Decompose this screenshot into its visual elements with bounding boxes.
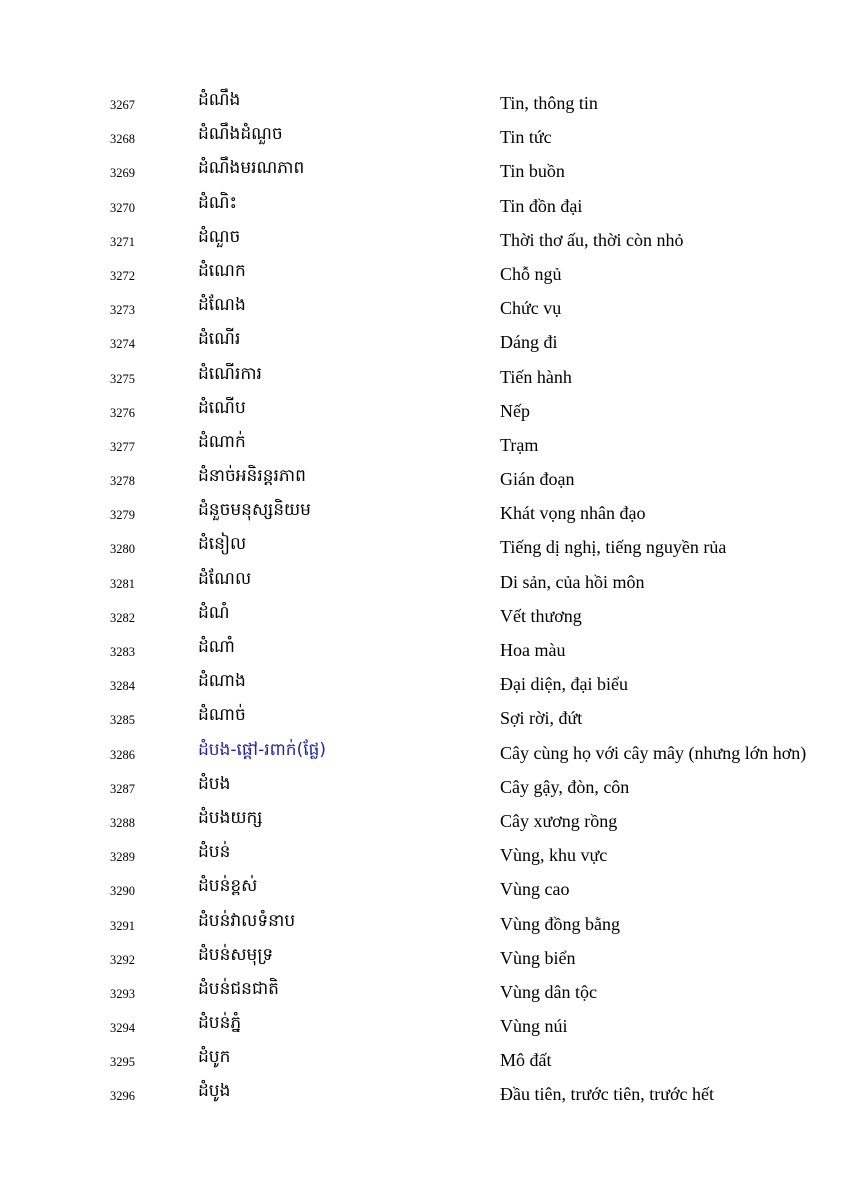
- vietnamese-meaning: Gián đoạn: [500, 469, 575, 490]
- vietnamese-meaning: Tiếng dị nghị, tiếng nguyền rủa: [500, 537, 727, 558]
- entry-row: [0, 736, 848, 770]
- entry-row: [0, 530, 848, 564]
- khmer-term: ដំបូក: [198, 1047, 231, 1068]
- entry-row: [0, 941, 848, 975]
- entry-number: 3284: [110, 679, 135, 694]
- entry-row: [0, 701, 848, 735]
- khmer-term: ដំណាំ: [198, 637, 235, 657]
- entry-number: 3268: [110, 132, 135, 147]
- entry-row: [0, 189, 848, 223]
- vietnamese-meaning: Vùng dân tộc: [500, 981, 597, 1002]
- entry-number: 3276: [110, 405, 135, 420]
- entry-number: 3290: [110, 884, 135, 899]
- entry-number: 3267: [110, 98, 135, 112]
- entry-row: [0, 120, 848, 154]
- entry-number: 3270: [110, 200, 135, 215]
- entry-row: [0, 1043, 848, 1077]
- khmer-term: ដំបន់សមុទ្រ: [198, 944, 274, 965]
- vietnamese-meaning: Cây gậy, đòn, côn: [500, 776, 630, 797]
- entry-number: 3275: [110, 371, 135, 386]
- khmer-term: ដំណែល: [198, 568, 252, 589]
- vietnamese-meaning: Mô đất: [500, 1050, 552, 1071]
- vietnamese-meaning: Dáng đi: [500, 332, 558, 353]
- vietnamese-meaning: Cây cùng họ với cây mây (nhưng lớn hơn): [500, 742, 807, 763]
- entry-number: 3277: [110, 439, 135, 454]
- entry-number: 3271: [110, 234, 135, 249]
- vietnamese-meaning: Nếp: [500, 400, 530, 421]
- entry-row: [0, 496, 848, 530]
- khmer-term: ដំបន់ជនជាតិ: [198, 978, 279, 999]
- entry-row: [0, 325, 848, 359]
- entry-row: [0, 667, 848, 701]
- entry-number: 3281: [110, 576, 135, 591]
- entry-row: [0, 838, 848, 872]
- vietnamese-meaning: Vùng biển: [500, 947, 576, 968]
- entry-row: [0, 804, 848, 838]
- entry-row: [0, 462, 848, 496]
- vietnamese-meaning: Hoa màu: [500, 640, 566, 660]
- khmer-term: ដំណំ: [198, 602, 230, 623]
- entry-number: 3280: [110, 542, 135, 557]
- vietnamese-meaning: Vùng núi: [500, 1016, 568, 1037]
- khmer-term: ដំនួចមនុស្សនិយម: [198, 500, 311, 521]
- khmer-term: ដំនៀល: [198, 534, 247, 555]
- entry-number: 3283: [110, 645, 135, 659]
- khmer-term: ដំបន់: [198, 842, 231, 863]
- vietnamese-meaning: Tin, thông tin: [500, 93, 598, 113]
- entry-row: [0, 154, 848, 188]
- entry-number: 3269: [110, 166, 135, 181]
- khmer-term: ដំណើប: [198, 397, 246, 418]
- khmer-term: ដំបន់ភ្នំ: [198, 1013, 242, 1034]
- vietnamese-meaning: Thời thơ ấu, thời còn nhỏ: [500, 229, 684, 250]
- vietnamese-meaning: Tin tức: [500, 127, 552, 148]
- entry-number: 3289: [110, 850, 135, 865]
- khmer-term: ដំបូង: [198, 1081, 231, 1102]
- entry-number: 3295: [110, 1055, 135, 1070]
- khmer-term: ដំណិះ: [198, 192, 238, 213]
- khmer-term: ដំណែង: [198, 295, 246, 316]
- khmer-term-link[interactable]: ដំបង-ផ្តៅ-រពាក់(ផ្លែ): [198, 739, 327, 760]
- entry-row: [0, 223, 848, 257]
- entry-number: 3293: [110, 986, 135, 1001]
- entry-number: 3285: [110, 713, 135, 728]
- entry-number: 3282: [110, 610, 135, 625]
- khmer-term: ដំបងយក្ស: [198, 807, 263, 828]
- vietnamese-meaning: Chức vụ: [500, 298, 562, 319]
- entry-number: 3294: [110, 1021, 135, 1036]
- khmer-term: ដំនាច់អនិរន្តរភាព: [198, 466, 306, 487]
- entry-row: [0, 907, 848, 941]
- entry-number: 3287: [110, 781, 135, 796]
- khmer-term: ដំណឹងមរណភាព: [198, 158, 305, 179]
- entry-row: [0, 1077, 848, 1111]
- entry-row: [0, 291, 848, 325]
- khmer-term: ដំណើរការ: [198, 363, 262, 384]
- entry-row: [0, 360, 848, 394]
- entry-row: [0, 633, 848, 667]
- vietnamese-meaning: Tiến hành: [500, 366, 572, 387]
- entry-row: [0, 565, 848, 599]
- vietnamese-meaning: Vết thương: [500, 605, 582, 626]
- vietnamese-meaning: Khát vọng nhân đạo: [500, 503, 646, 524]
- entry-number: 3288: [110, 815, 135, 830]
- vietnamese-meaning: Vùng đồng bằng: [500, 913, 620, 934]
- khmer-term: ដំណើរ: [198, 329, 241, 350]
- vietnamese-meaning: Tin đồn đại: [500, 195, 583, 216]
- khmer-term: ដំបន់ខ្ពស់: [198, 876, 258, 897]
- dictionary-entries: [0, 86, 848, 1112]
- vietnamese-meaning: Sợi rời, đứt: [500, 708, 583, 729]
- vietnamese-meaning: Cây xương rồng: [500, 810, 618, 831]
- entry-row: [0, 1009, 848, 1043]
- khmer-term: ដំណាង: [198, 671, 246, 692]
- entry-number: 3292: [110, 952, 135, 967]
- entry-number: 3278: [110, 474, 135, 489]
- entry-row: [0, 975, 848, 1009]
- vietnamese-meaning: Đầu tiên, trước tiên, trước hết: [500, 1084, 714, 1105]
- entry-number: 3274: [110, 337, 135, 352]
- entry-number: 3286: [110, 747, 135, 762]
- vietnamese-meaning: Đại diện, đại biểu: [500, 674, 628, 695]
- entry-number: 3291: [110, 918, 135, 933]
- entry-number: 3273: [110, 303, 135, 318]
- entry-row: [0, 599, 848, 633]
- khmer-term: ដំណួច: [198, 226, 241, 247]
- entry-row: [0, 872, 848, 906]
- vietnamese-meaning: Tin buồn: [500, 161, 565, 182]
- entry-number: 3279: [110, 508, 135, 523]
- khmer-term: ដំណឹងដំណួច: [198, 124, 283, 145]
- vietnamese-meaning: Vùng, khu vực: [500, 845, 608, 866]
- khmer-term: ដំណេក: [198, 260, 246, 281]
- entry-row: [0, 770, 848, 804]
- entry-row: [0, 428, 848, 462]
- vietnamese-meaning: Vùng cao: [500, 879, 570, 900]
- khmer-term: ដំបង: [198, 773, 231, 794]
- vietnamese-meaning: Chỗ ngủ: [500, 263, 562, 284]
- khmer-term: ដំណឹង: [198, 90, 241, 110]
- entry-row: [0, 394, 848, 428]
- entry-row: [0, 257, 848, 291]
- entry-number: 3296: [110, 1089, 135, 1104]
- entry-row: [0, 86, 848, 120]
- entry-number: 3272: [110, 268, 135, 283]
- khmer-term: ដំណាច់: [198, 705, 246, 726]
- vietnamese-meaning: Trạm: [500, 434, 539, 455]
- vietnamese-meaning: Di sản, của hồi môn: [500, 571, 645, 592]
- khmer-term: ដំបន់វាលទំនាប: [198, 910, 296, 931]
- khmer-term: ដំណាក់: [198, 431, 246, 452]
